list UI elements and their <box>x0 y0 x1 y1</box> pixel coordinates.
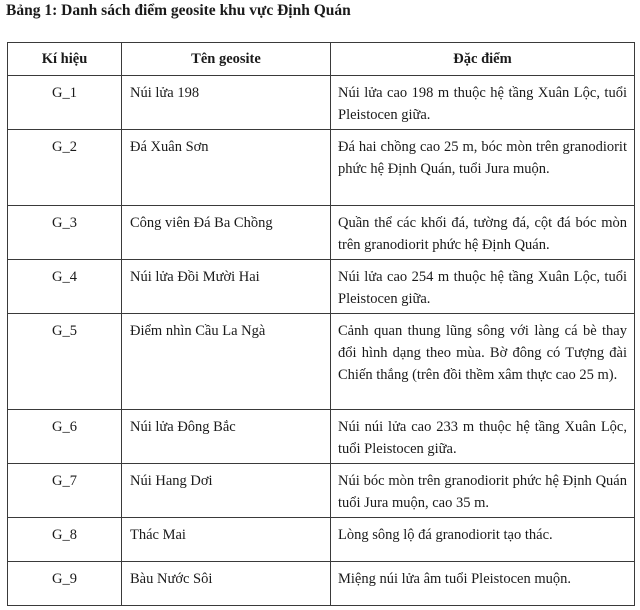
cell-name: Điểm nhìn Cầu La Ngà <box>122 314 331 410</box>
cell-code: G_5 <box>8 314 122 410</box>
cell-name: Núi lửa Đông Bắc <box>122 410 331 464</box>
table-row <box>8 76 635 130</box>
cell-description: Núi lửa cao 198 m thuộc hệ tầng Xuân Lộc, tuổi Pleistocen giữa. <box>331 76 635 130</box>
cell-description: Cảnh quan thung lũng sông với làng cá bè thay đổi hình dạng theo mùa. Bờ đông có Tượng đài Chiến thắng (trên đồi thềm xâm thực cao 25 m). <box>331 314 635 410</box>
cell-description: Quần thể các khối đá, tường đá, cột đá bóc mòn trên granodiorit phức hệ Định Quán. <box>331 206 635 260</box>
table-row <box>8 206 635 260</box>
table-header-row <box>8 43 635 76</box>
cell-description: Lòng sông lộ đá granodiorit tạo thác. <box>331 518 635 562</box>
geosite-table <box>7 42 635 606</box>
cell-code: G_9 <box>8 562 122 606</box>
cell-code: G_4 <box>8 260 122 314</box>
header-name: Tên geosite <box>122 43 331 76</box>
cell-code: G_3 <box>8 206 122 260</box>
cell-name: Công viên Đá Ba Chồng <box>122 206 331 260</box>
cell-description: Đá hai chồng cao 25 m, bóc mòn trên granodiorit phức hệ Định Quán, tuổi Jura muộn. <box>331 130 635 206</box>
cell-description: Núi lửa cao 254 m thuộc hệ tầng Xuân Lộc, tuổi Pleistocen giữa. <box>331 260 635 314</box>
cell-name: Thác Mai <box>122 518 331 562</box>
table-row <box>8 518 635 562</box>
cell-name: Bàu Nước Sôi <box>122 562 331 606</box>
cell-description: Miệng núi lửa âm tuổi Pleistocen muộn. <box>331 562 635 606</box>
cell-code: G_2 <box>8 130 122 206</box>
cell-name: Đá Xuân Sơn <box>122 130 331 206</box>
cell-code: G_7 <box>8 464 122 518</box>
table-row <box>8 260 635 314</box>
table-caption: Bảng 1: Danh sách điểm geosite khu vực Định Quán <box>6 2 351 19</box>
table-row <box>8 464 635 518</box>
cell-name: Núi Hang Dơi <box>122 464 331 518</box>
table-row <box>8 130 635 206</box>
header-description: Đặc điểm <box>331 43 635 76</box>
cell-code: G_6 <box>8 410 122 464</box>
cell-name: Núi lửa Đồi Mười Hai <box>122 260 331 314</box>
table-row <box>8 314 635 410</box>
header-code: Kí hiệu <box>8 43 122 76</box>
cell-name: Núi lửa 198 <box>122 76 331 130</box>
table-row <box>8 410 635 464</box>
cell-code: G_8 <box>8 518 122 562</box>
cell-code: G_1 <box>8 76 122 130</box>
cell-description: Núi bóc mòn trên granodiorit phức hệ Định Quán tuổi Jura muộn, cao 35 m. <box>331 464 635 518</box>
cell-description: Núi núi lửa cao 233 m thuộc hệ tầng Xuân Lộc, tuổi Pleistocen giữa. <box>331 410 635 464</box>
table-row <box>8 562 635 606</box>
